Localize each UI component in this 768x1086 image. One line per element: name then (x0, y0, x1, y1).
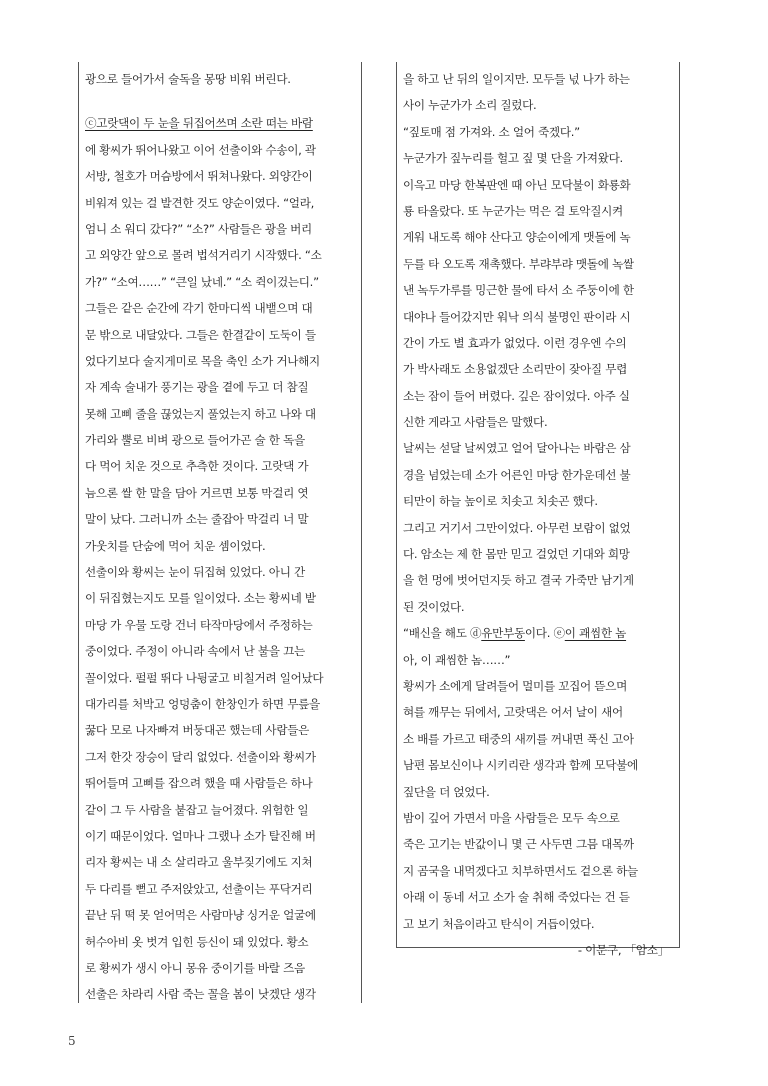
text-line: 엄니 소 워디 갔다?” “소?” 사람들은 광을 버리 (85, 221, 312, 236)
text-line: 그저 한갓 장승이 달리 없었다. 선출이와 황씨가 (85, 749, 316, 764)
text-line: 아래 이 동네 서고 소가 술 취해 죽었다는 건 듣 (403, 890, 630, 905)
text-line: 두 다리를 뻗고 주저앉았고, 선출이는 푸닥거리 (85, 881, 313, 896)
text-line: 신한 게라고 사람들은 말했다. (403, 415, 548, 430)
text-line: 게워 내도록 해야 산다고 양순이에게 맷돌에 녹 (403, 230, 631, 245)
text-line (85, 110, 355, 136)
text-line: 소는 잠이 들어 버렸다. 깊은 잠이었다. 아주 실 (403, 388, 630, 403)
text-line: 두를 타 오도록 재촉했다. 부랴부랴 맷돌에 녹쌀 (403, 256, 634, 271)
text-line: 가?” “소여……” “큰일 났네.” “소 쥑이겄는디.” (85, 274, 319, 289)
text-line: 밤이 깊어 가면서 마을 사람들은 모두 속으로 (403, 810, 620, 825)
text-line (403, 620, 673, 646)
text-line: 이기 때문이었다. 얼마나 그랬나 소가 탈진해 버 (85, 828, 316, 843)
text-line: 문 밖으로 내달았다. 그들은 한결같이 도둑이 들 (85, 327, 316, 342)
source-citation: - 이문구, 「암소」 (577, 942, 669, 957)
text-line: 고 보기 처음이라고 탄식이 거듭이었다. (403, 916, 595, 931)
text-line: 가웃치를 단숨에 먹어 치운 셈이었다. (85, 538, 266, 553)
underlined-phrase: 이 괘씸한 놈 (564, 626, 627, 641)
text-line: 같이 그 두 사람을 붙잡고 늘어졌다. 위험한 일 (85, 802, 309, 817)
text-line: 자 계속 술내가 풍기는 광을 곁에 두고 더 참질 (85, 380, 309, 395)
text-line: 로 황씨가 생시 아니 몽유 중이기를 바랄 즈음 (85, 960, 305, 975)
text-line: 에 황씨가 뛰어나왔고 이어 선출이와 수송이, 곽 (85, 142, 316, 157)
text-line: 뛰어들며 고삐를 잡으려 했을 때 사람들은 하나 (85, 776, 313, 791)
text-line: 리자 황씨는 내 소 살리라고 울부짖기에도 지쳐 (85, 855, 313, 870)
text-line: 선출은 차라리 사람 죽는 꼴을 봄이 낫겠단 생각 (85, 987, 316, 1002)
text-line: 낸 녹두가루를 밍근한 물에 타서 소 주둥이에 한 (403, 283, 634, 298)
text-line: 못해 고삐 줄을 끊었는지 풀었는지 하고 나와 대 (85, 406, 316, 421)
text-line: 가 박사래도 소용없겠단 소리만이 잦아질 무렵 (403, 362, 628, 377)
text-line: 경을 넘었는데 소가 어른인 마당 한가운데선 불 (403, 467, 631, 482)
text-line: 마당 가 우물 도랑 건너 타작마당에서 주정하는 (85, 617, 313, 632)
text-line: 대야나 들어갔지만 워낙 의식 불명인 판이라 시 (403, 309, 631, 324)
text-line: 그들은 같은 순간에 각기 한마디씩 내뱉으며 대 (85, 301, 313, 316)
text-line: 말이 났다. 그러니까 소는 줄잡아 막걸리 너 말 (85, 512, 309, 527)
text-line: 이 뒤집혔는지도 모를 일이었다. 소는 황씨네 밭 (85, 591, 316, 606)
text-line: 중이었다. 주정이 아니라 속에서 난 불을 끄는 (85, 644, 305, 659)
text-line: 죽은 고기는 반값이니 몇 근 사두면 그믐 대목까 (403, 837, 634, 852)
text-line: 지 곰국을 내먹겠다고 치부하면서도 겉으론 하늘 (403, 863, 638, 878)
text-line: 티만이 하늘 높이로 치솟고 치솟곤 했다. (403, 494, 598, 509)
text-line: 다 먹어 치운 것으로 추측한 것이다. 고랏댁 가 (85, 459, 309, 474)
text-segment: 이다. ⓔ (524, 626, 565, 641)
text-line: 황씨가 소에게 달려들어 멀미를 꼬집어 뜯으며 (403, 678, 628, 693)
left-text-column (78, 62, 362, 1003)
text-line: 꼴이었다. 펄펄 뛰다 나뒹굴고 비칠거려 일어났다 (85, 670, 324, 685)
text-line: 짚단을 더 얹었다. (403, 784, 490, 799)
text-line: 고 외양간 앞으로 몰려 법석거리기 시작했다. “소 (85, 248, 322, 263)
text-line: 허수아비 옷 벗겨 입힌 등신이 돼 있었다. 황소 (85, 934, 309, 949)
paragraph-gap (85, 92, 355, 110)
text-line: 그리고 거기서 그만이었다. 아무런 보람이 없었 (403, 520, 631, 535)
text-line: 끝난 뒤 떡 못 얻어먹은 사람마냥 싱거운 얼굴에 (85, 908, 316, 923)
text-line: 이윽고 마당 한복판엔 때 아닌 모닥불이 화룡화 (403, 177, 631, 192)
text-line: 아, 이 괘씸한 놈……” (403, 652, 511, 667)
text-line: 을 헌 멍에 벗어던지듯 하고 결국 가죽만 남기게 (403, 573, 634, 588)
text-line: 가리와 뿔로 비벼 광으로 들어가곤 술 한 독을 (85, 433, 305, 448)
text-line: 늠으론 쌀 한 말을 담아 거르면 보통 막걸리 엿 (85, 485, 309, 500)
underlined-phrase: ⓒ고랏댁이 두 눈을 뒤집어쓰며 소란 떠는 바람 (85, 116, 313, 131)
text-line: 사이 누군가가 소리 질렀다. (403, 98, 537, 113)
text-line: 다. 암소는 제 한 몸만 믿고 걸었던 기대와 희망 (403, 547, 630, 562)
text-line: 광으로 들어가서 술독을 몽땅 비워 버린다. (85, 72, 291, 86)
page-number: 5 (68, 1034, 76, 1048)
text-line: 대가리를 처박고 엉덩춤이 한창인가 하면 무릎을 (85, 696, 320, 711)
text-segment: “배신을 해도 ⓓ (403, 626, 482, 641)
text-line: 었다기보다 술지게미로 목을 축인 소가 거나해지 (85, 353, 320, 368)
text-line: “짚토매 점 가져와. 소 얼어 죽겠다.” (403, 124, 580, 139)
text-line: 비워져 있는 걸 발견한 것도 양순이였다. “얼라, (85, 195, 314, 210)
text-line: 된 것이었다. (403, 599, 465, 614)
text-line: 룡 타올랐다. 또 누군가는 먹은 걸 토악질시켜 (403, 203, 623, 218)
text-line: 누군가가 짚누리를 헐고 짚 몇 단을 가져왔다. (403, 151, 623, 166)
text-line: 꿇다 모로 나자빠져 버둥대곤 했는데 사람들은 (85, 723, 310, 738)
text-line: 혀를 깨무는 뒤에서, 고랏댁은 어서 날이 새어 (403, 705, 623, 720)
text-line: 을 하고 난 뒤의 일이지만. 모두들 넋 나가 하는 (403, 72, 630, 86)
text-line: 날씨는 섣달 날씨였고 얼어 달아나는 바람은 삼 (403, 441, 631, 456)
text-line: 소 배를 가르고 태중의 새끼를 꺼내면 푹신 고아 (403, 731, 634, 746)
underlined-phrase: 유만부동 (481, 626, 525, 641)
text-line: 서방, 철호가 머슴방에서 뛰쳐나왔다. 외양간이 (85, 169, 313, 184)
right-text-column (396, 62, 680, 957)
text-line: 선출이와 황씨는 눈이 뒤집혀 있었다. 아니 간 (85, 565, 305, 580)
text-line: 간이 가도 별 효과가 없었다. 이런 경우엔 수의 (403, 335, 627, 350)
text-line: 남편 몸보신이나 시키리란 생각과 함께 모닥불에 (403, 758, 638, 773)
